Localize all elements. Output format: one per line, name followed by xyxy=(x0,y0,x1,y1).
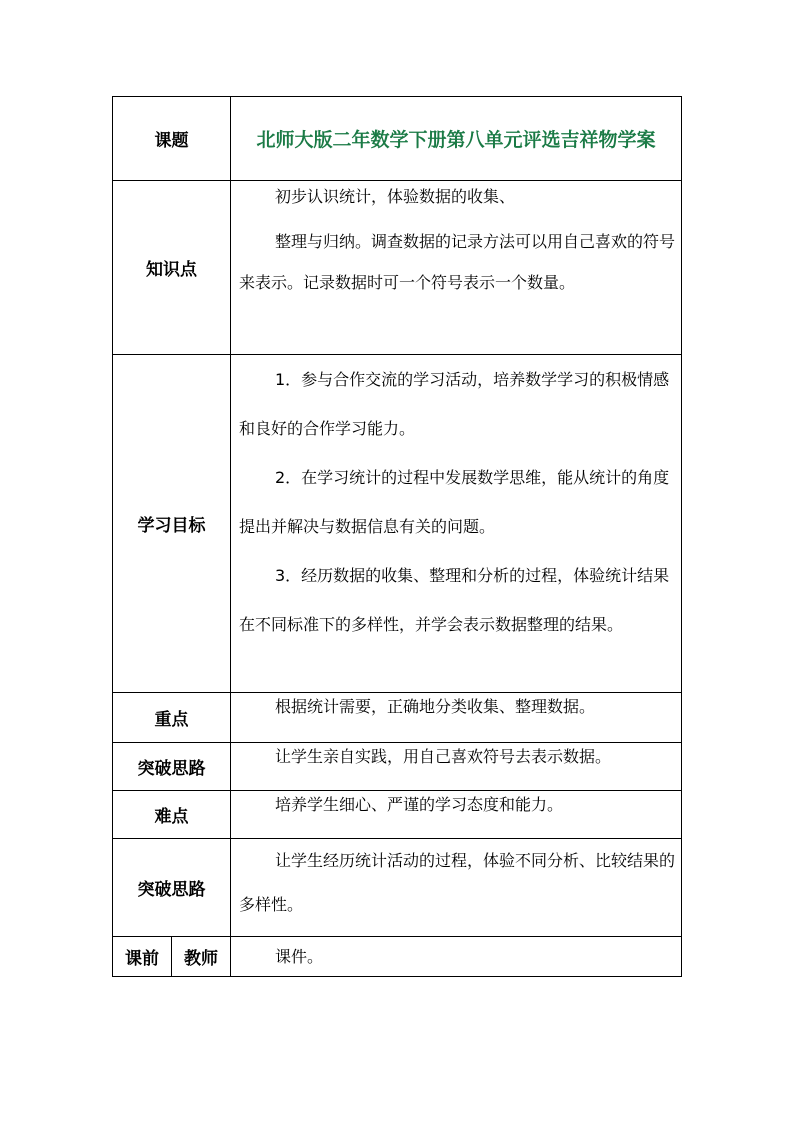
prep-label-before-class: 课前 xyxy=(113,937,172,977)
knowledge-line-1: 初步认识统计，体验数据的收集、 xyxy=(275,187,516,206)
key-point-row xyxy=(113,693,682,743)
difficulty-row xyxy=(113,791,682,839)
goals-label: 学习目标 xyxy=(113,355,231,693)
breakthrough-1-label: 突破思路 xyxy=(113,743,231,791)
goal-item-2: 2．在学习统计的过程中发展数学思维，能从统计的角度提出并解决与数据信息有关的问题。 xyxy=(239,468,670,536)
breakthrough-1-text: 让学生亲自实践，用自己喜欢符号去表示数据。 xyxy=(275,747,612,766)
breakthrough-1-content xyxy=(231,743,682,791)
knowledge-content xyxy=(231,181,682,355)
breakthrough-2-text: 让学生经历统计活动的过程，体验不同分析、比较结果的多样性。 xyxy=(239,851,676,914)
difficulty-label: 难点 xyxy=(113,791,231,839)
goals-content xyxy=(231,355,682,693)
key-point-text: 根据统计需要，正确地分类收集、整理数据。 xyxy=(275,697,596,716)
title-row xyxy=(113,97,682,181)
difficulty-text: 培养学生细心、严谨的学习态度和能力。 xyxy=(275,795,564,814)
goal-item-1: 1．参与合作交流的学习活动，培养数学学习的积极情感和良好的合作学习能力。 xyxy=(239,370,670,438)
prep-content xyxy=(231,937,682,977)
breakthrough-2-label: 突破思路 xyxy=(113,839,231,937)
key-point-label: 重点 xyxy=(113,693,231,743)
knowledge-row xyxy=(113,181,682,355)
goals-row xyxy=(113,355,682,693)
prep-row xyxy=(113,937,682,977)
knowledge-line-2: 整理与归纳。调查数据的记录方法可以用自己喜欢的符号来表示。记录数据时可一个符号表示一个数量。 xyxy=(239,232,676,292)
knowledge-label: 知识点 xyxy=(113,181,231,355)
prep-text: 课件。 xyxy=(275,946,324,966)
lesson-plan-table xyxy=(112,96,682,977)
difficulty-content xyxy=(231,791,682,839)
breakthrough-2-content xyxy=(231,839,682,937)
breakthrough-2-row xyxy=(113,839,682,937)
goal-item-3: 3．经历数据的收集、整理和分析的过程，体验统计结果在不同标准下的多样性，并学会表示数据整理的结果。 xyxy=(239,566,670,634)
prep-label-teacher: 教师 xyxy=(172,937,231,977)
key-point-content xyxy=(231,693,682,743)
lesson-title: 北师大版二年数学下册第八单元评选吉祥物学案 xyxy=(231,97,682,181)
breakthrough-1-row xyxy=(113,743,682,791)
title-label: 课题 xyxy=(113,97,231,181)
